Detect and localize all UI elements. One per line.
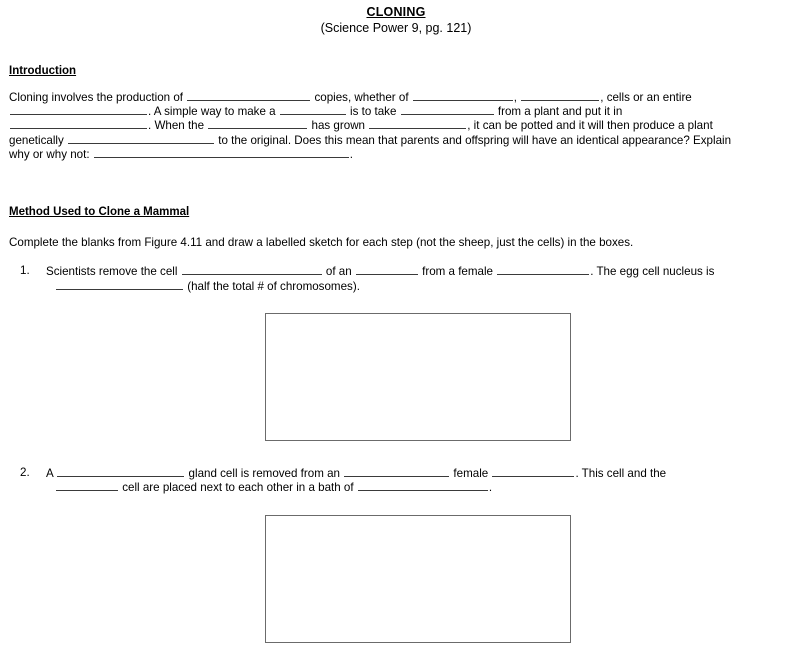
fill-in-blank[interactable] [94, 147, 349, 158]
method-instructions [9, 236, 783, 249]
fill-in-blank[interactable] [280, 104, 346, 115]
fill-in-blank[interactable] [182, 264, 322, 275]
fill-in-blank[interactable] [358, 480, 488, 491]
introduction-line-1: Cloning involves the production of copies, whether of , , cells or an entire [9, 91, 692, 104]
step-2-line-1: A gland cell is removed from an female . This cell and the [46, 467, 667, 481]
introduction-line-3: . When the has grown , it can be potted and it will then produce a plant [9, 118, 783, 132]
step-text [46, 466, 783, 495]
page-title: CLONING [366, 5, 426, 19]
fill-in-blank[interactable] [56, 279, 183, 290]
step-number: 2. [20, 466, 30, 480]
fill-in-blank[interactable] [57, 466, 184, 477]
step-text [46, 264, 783, 293]
introduction-heading: Introduction [9, 65, 77, 77]
fill-in-blank[interactable] [56, 480, 118, 491]
document-content [9, 5, 783, 668]
fill-in-blank[interactable] [497, 264, 589, 275]
fill-in-blank[interactable] [344, 466, 449, 477]
method-step [9, 466, 783, 495]
fill-in-blank[interactable] [369, 118, 466, 129]
introduction-paragraph [9, 90, 783, 161]
introduction-line-4: genetically to the original. Does this mean that parents and offspring will have an identical appearance? Explain [9, 133, 732, 147]
fill-in-blank[interactable] [187, 90, 310, 101]
introduction-line-5: why or why not: . [9, 147, 354, 161]
step-number: 1. [20, 264, 30, 278]
step-2-line-2: cell are placed next to each other in a bath of . [46, 480, 783, 494]
step-1-line-1: Scientists remove the cell of an from a female . The egg cell nucleus is [46, 265, 715, 279]
fill-in-blank[interactable] [401, 104, 494, 115]
step-1-line-2: (half the total # of chromosomes). [46, 279, 783, 293]
method-step [9, 264, 783, 293]
fill-in-blank[interactable] [521, 90, 599, 101]
method-heading: Method Used to Clone a Mammal [9, 206, 190, 219]
introduction-line-2: . A simple way to make a is to take from a plant and put it in [9, 104, 783, 118]
method-instructions-text: Complete the blanks from Figure 4.11 and draw a labelled sketch for each step (not the sheep, just the cells) in the boxes. [9, 236, 634, 250]
fill-in-blank[interactable] [413, 90, 513, 101]
method-steps [9, 264, 783, 668]
fill-in-blank[interactable] [10, 104, 147, 115]
sketch-box-step-2[interactable] [265, 515, 571, 643]
fill-in-blank[interactable] [492, 466, 574, 477]
sketch-box-step-1[interactable] [265, 313, 571, 441]
fill-in-blank[interactable] [68, 133, 214, 144]
fill-in-blank[interactable] [208, 118, 307, 129]
page-subtitle: (Science Power 9, pg. 121) [320, 21, 472, 35]
title-block [9, 5, 783, 36]
fill-in-blank[interactable] [10, 118, 147, 129]
fill-in-blank[interactable] [356, 264, 418, 275]
